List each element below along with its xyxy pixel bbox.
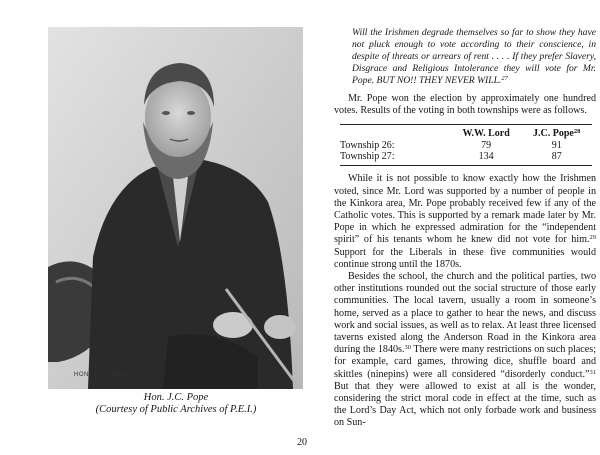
lord-votes: 134 xyxy=(478,151,494,163)
paragraph-text: While it is not possible to know exactly how the Irishmen voted, since Mr. Lord was supported by a number of people in the Kinkora area, Mr. Pope probably received few if any of the Catholic votes. This is supported by a remark made later by Mr. Pope in which he expressed admiration for the “independent spirit” of his tenants whom he knew did not vote for him. xyxy=(334,173,596,246)
pope-votes: 91 xyxy=(551,140,562,152)
paragraph-text-continued: There were many restrictions on such places; for example, card games, throwing dice, shuffle board and skittles (ninepins) were all considered “disorderly conduct.” xyxy=(334,344,596,380)
quote-text: Will the Irishmen degrade themselves so far to show they have not pluck enough to vote according to their conscience, in despite of threats or arrears of rent . . . . If they prefer Slavery, Disgrace and Religious Intolerance they will vote for Mr. Pope. BUT NO!! THEY NEVER WILL. xyxy=(352,27,596,86)
paragraph-text-tail: Support for the Liberals in these five communities would continue strong until the 1870s. xyxy=(334,246,596,270)
footnote-marker: 29 xyxy=(589,234,596,242)
table-header-blank xyxy=(340,125,451,141)
text-column xyxy=(334,27,596,430)
row-label: Township 27: xyxy=(340,151,395,163)
table-row xyxy=(340,140,592,151)
column-header-lord: W.W. Lord xyxy=(462,128,510,140)
pope-votes: 87 xyxy=(551,151,562,163)
paragraph-election-result: Mr. Pope won the election by approximately one hundred votes. Results of the voting in both townships were as follows. xyxy=(334,93,596,117)
photo-caption xyxy=(48,392,304,416)
caption-title: Hon. J.C. Pope xyxy=(143,392,209,403)
quoted-passage xyxy=(352,27,596,87)
table-header-row xyxy=(340,125,592,141)
portrait-figure xyxy=(48,27,303,417)
paragraph-irish-votes xyxy=(334,173,596,271)
column-header-pope-label: J.C. Pope xyxy=(533,128,574,140)
table-row xyxy=(340,151,592,166)
lord-votes: 79 xyxy=(481,140,492,152)
photo-plate-label: HON. J.C. POPE xyxy=(74,372,127,378)
footnote-marker: 28 xyxy=(573,128,581,136)
paragraph-text-end: But that they were allowed to exist at all is the wonder, considering the strict moral code in effect at the time, such as the Lord’s Day Act, which not only forbade work and business on Sun- xyxy=(334,380,596,429)
footnote-marker: 30 xyxy=(404,344,412,352)
footnote-marker: 27 xyxy=(501,75,508,82)
row-label: Township 26: xyxy=(340,140,395,152)
paragraph-taverns xyxy=(334,271,596,430)
portrait-photo xyxy=(48,27,303,389)
page-number: 20 xyxy=(297,437,307,448)
column-header-pope xyxy=(521,125,592,141)
footnote-marker: 31 xyxy=(589,368,596,376)
paragraph-text: Besides the school, the church and the political parties, two other institutions rounded out the social structure of those early communities. The local tavern, usually a room in someone’s home, served as a place to gather to hear the news, and discuss work and social issues, as well as to relax. At least three licensed taverns existed along the Anderson Road in the Kinkora area during the 1840s. xyxy=(334,271,596,356)
election-results-table xyxy=(340,124,592,166)
caption-credit: (Courtesy of Public Archives of P.E.I.) xyxy=(95,404,257,415)
